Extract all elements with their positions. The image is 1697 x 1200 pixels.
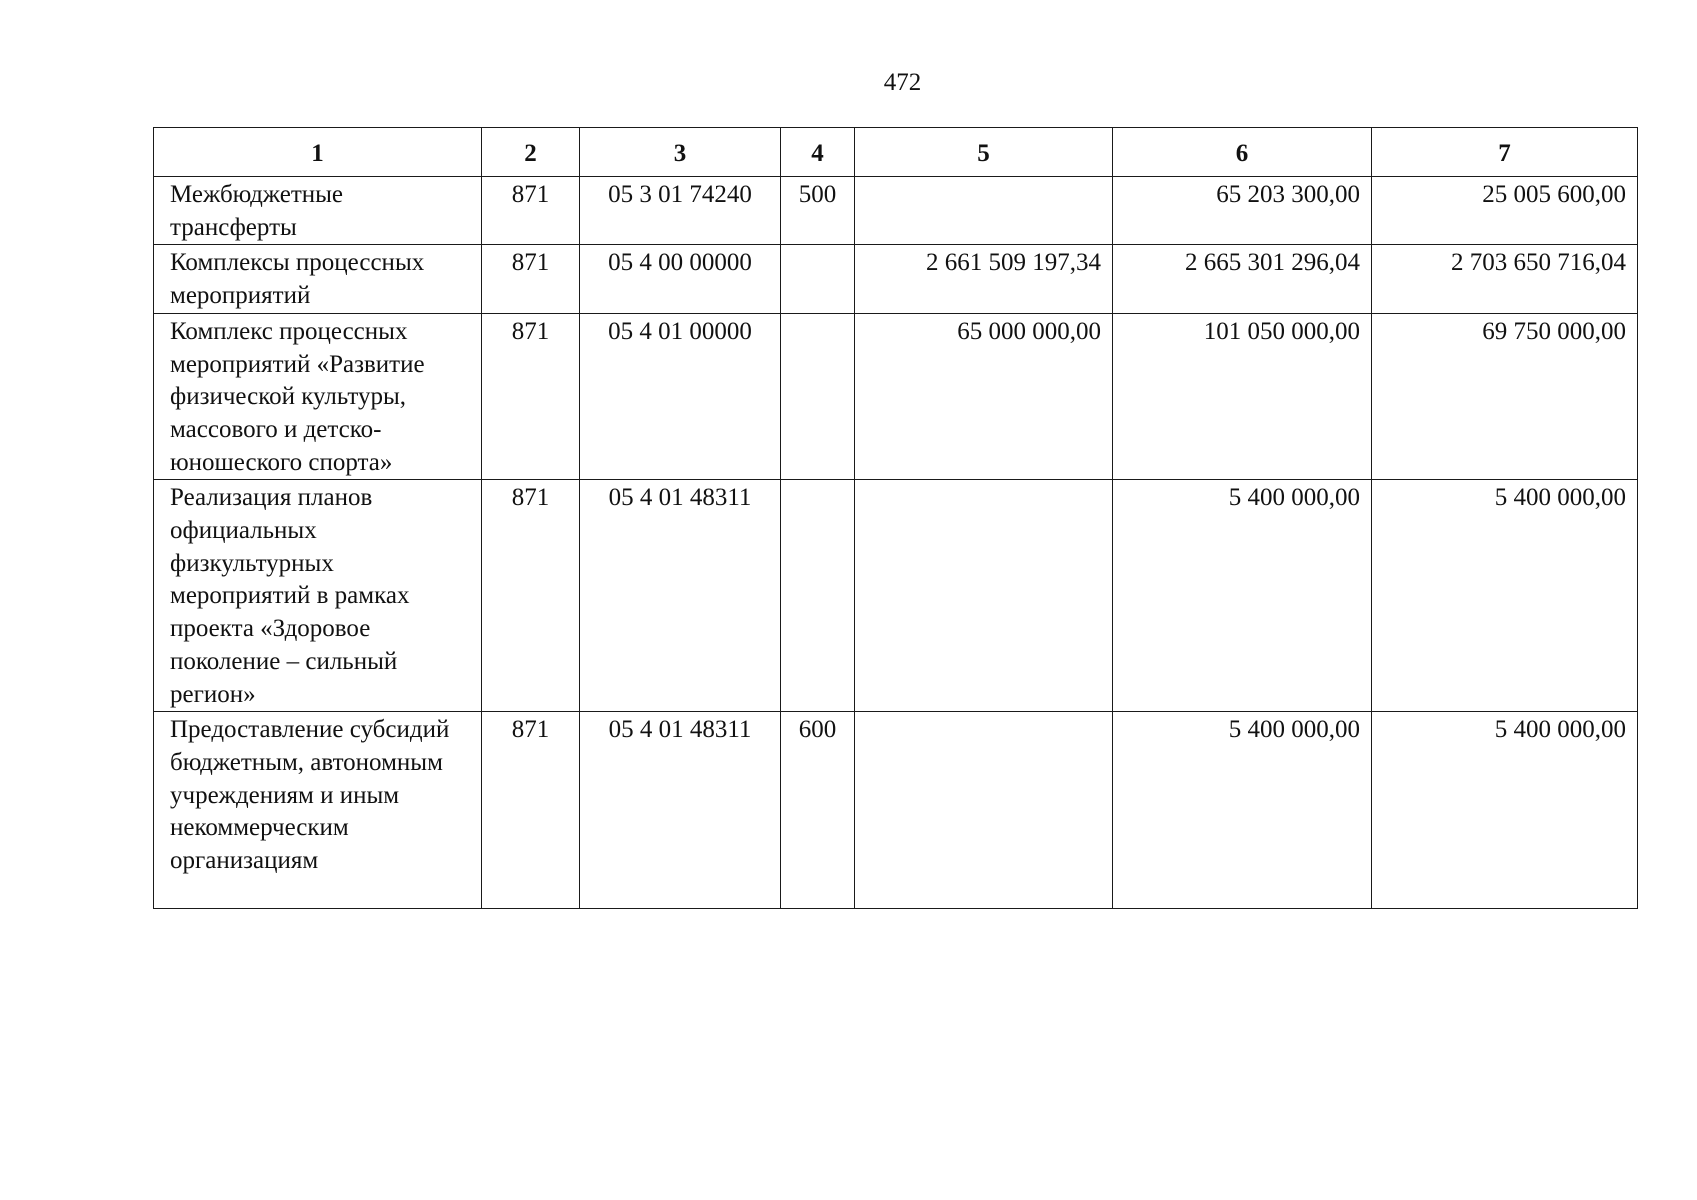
row-name: Реализация планов официальных физкультурных мероприятий в рамках проекта «Здоровое поколение – сильный регион»: [154, 480, 482, 712]
table-row: [154, 245, 1638, 313]
row-vr: [781, 480, 855, 712]
row-grbs: 871: [482, 245, 580, 313]
row-name: Межбюджетные трансферты: [154, 177, 482, 245]
row-csr: 05 4 00 00000: [580, 245, 781, 313]
header-col-7: 7: [1372, 128, 1638, 177]
page-number: 472: [883, 69, 922, 96]
header-col-5: 5: [855, 128, 1113, 177]
row-vr: [781, 313, 855, 480]
header-col-4: 4: [781, 128, 855, 177]
row-sum-col7: 2 703 650 716,04: [1372, 245, 1638, 313]
table-row: [154, 480, 1638, 712]
row-sum-col7: 5 400 000,00: [1372, 712, 1638, 909]
row-sum-col6: 5 400 000,00: [1113, 480, 1372, 712]
row-sum-col6: 5 400 000,00: [1113, 712, 1372, 909]
row-sum-col5: 65 000 000,00: [855, 313, 1113, 480]
table-row: [154, 712, 1638, 909]
row-name: Комплекс процессных мероприятий «Развитие физической культуры, массового и детско-юношеского спорта»: [154, 313, 482, 480]
row-vr: 500: [781, 177, 855, 245]
row-grbs: 871: [482, 712, 580, 909]
row-sum-col7: 69 750 000,00: [1372, 313, 1638, 480]
row-vr: [781, 245, 855, 313]
header-row: [154, 128, 1638, 177]
row-grbs: 871: [482, 313, 580, 480]
row-sum-col7: 25 005 600,00: [1372, 177, 1638, 245]
row-sum-col5: [855, 480, 1113, 712]
row-vr: 600: [781, 712, 855, 909]
row-sum-col6: 101 050 000,00: [1113, 313, 1372, 480]
table-row: [154, 313, 1638, 480]
table-row: [154, 177, 1638, 245]
row-sum-col5: 2 661 509 197,34: [855, 245, 1113, 313]
row-csr: 05 4 01 48311: [580, 712, 781, 909]
row-grbs: 871: [482, 480, 580, 712]
header-col-3: 3: [580, 128, 781, 177]
row-csr: 05 4 01 00000: [580, 313, 781, 480]
row-sum-col6: 65 203 300,00: [1113, 177, 1372, 245]
header-col-6: 6: [1113, 128, 1372, 177]
row-name: Предоставление субсидий бюджетным, автономным учреждениям и иным некоммерческим организациям: [154, 712, 482, 909]
row-sum-col6: 2 665 301 296,04: [1113, 245, 1372, 313]
header-col-1: 1: [154, 128, 482, 177]
row-csr: 05 3 01 74240: [580, 177, 781, 245]
row-sum-col5: [855, 177, 1113, 245]
row-grbs: 871: [482, 177, 580, 245]
row-sum-col5: [855, 712, 1113, 909]
row-name: Комплексы процессных мероприятий: [154, 245, 482, 313]
header-col-2: 2: [482, 128, 580, 177]
row-sum-col7: 5 400 000,00: [1372, 480, 1638, 712]
budget-table: [153, 127, 1638, 909]
row-csr: 05 4 01 48311: [580, 480, 781, 712]
